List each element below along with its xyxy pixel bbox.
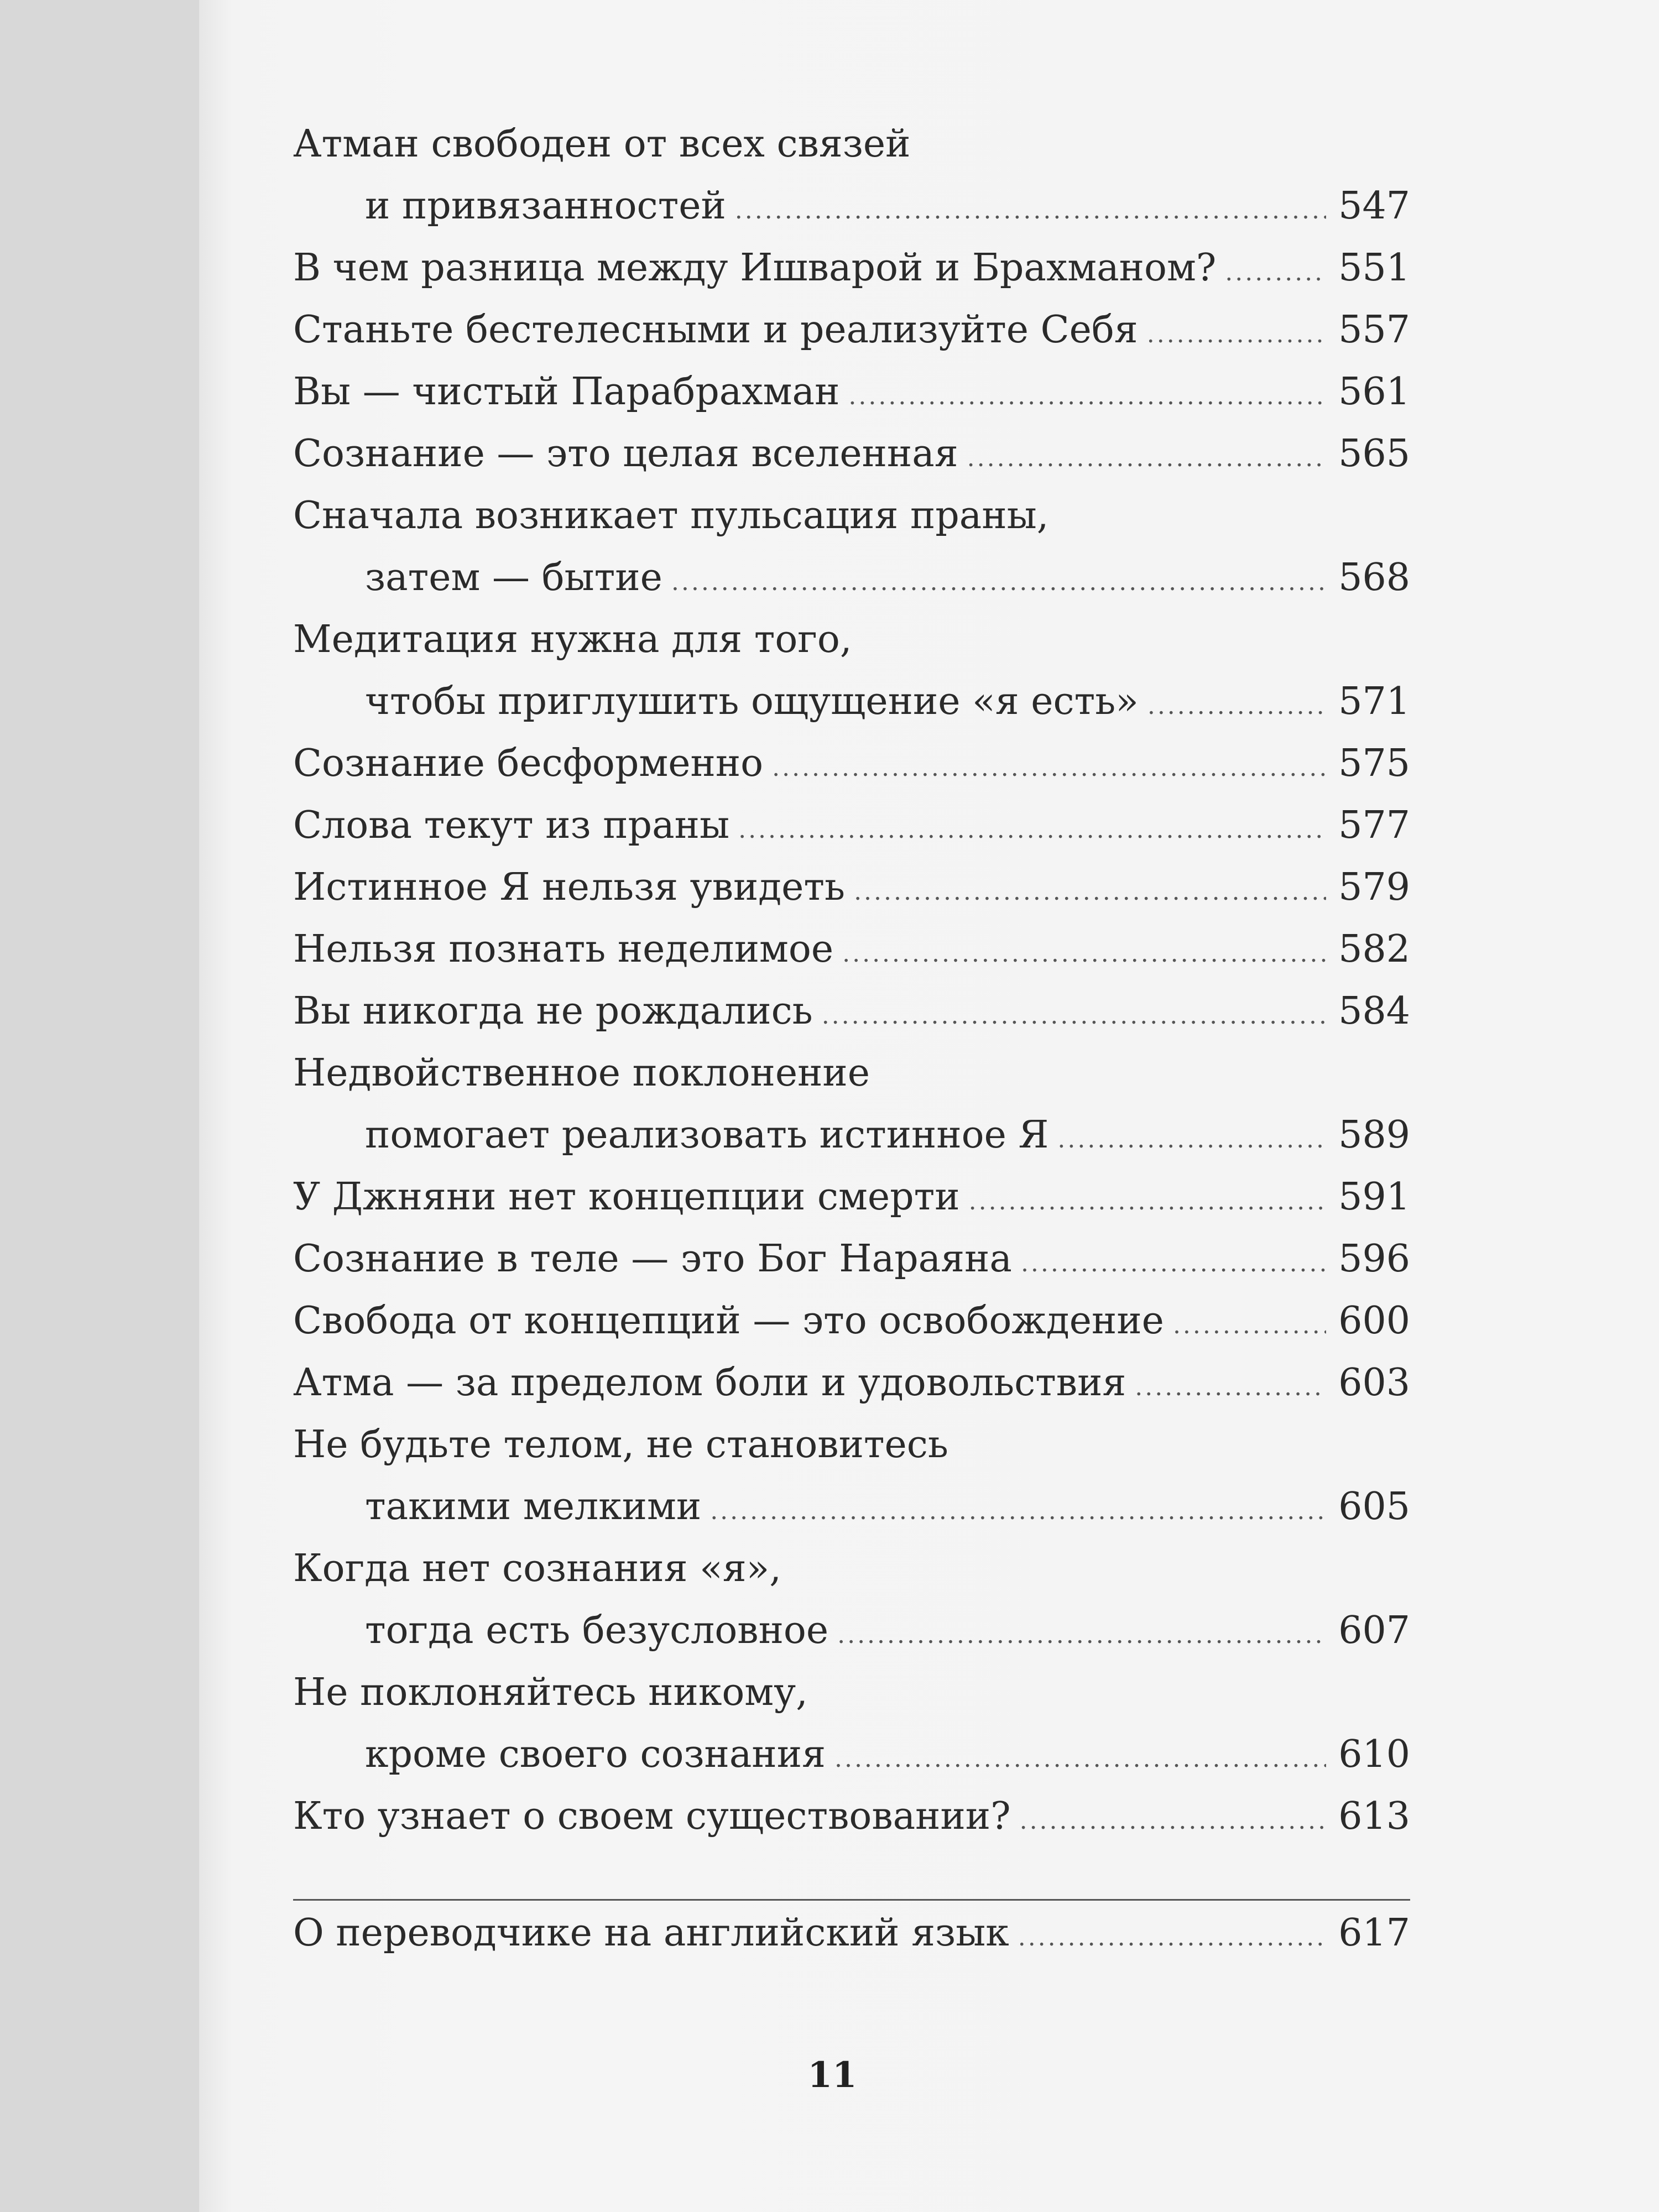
dot-leader <box>1021 1228 1326 1295</box>
toc-entry <box>293 237 1410 299</box>
toc-entry-line <box>293 113 1410 175</box>
toc-entry <box>293 1414 1410 1538</box>
toc-entry-page: 568 <box>1338 556 1410 599</box>
toc-entry-title: Не будьте телом, не становитесь <box>293 1423 948 1467</box>
separator-rule <box>293 1899 1410 1901</box>
dot-leader <box>848 361 1326 427</box>
dot-leader <box>1135 1352 1326 1418</box>
toc-entry-line <box>293 1042 1410 1104</box>
toc-entry <box>293 299 1410 361</box>
toc-entry-line <box>293 1600 1410 1662</box>
toc-entry <box>293 423 1410 485</box>
toc-entry-title: помогает реализовать истинное Я <box>365 1113 1049 1157</box>
toc-entry-line <box>293 423 1410 485</box>
toc-entry-line <box>293 1290 1410 1352</box>
toc-entry-line <box>293 1352 1410 1414</box>
toc-entry-line <box>293 1662 1410 1724</box>
toc-entry-page: 547 <box>1338 184 1410 228</box>
toc-entry-title: Свобода от концепций — это освобождение <box>293 1299 1164 1343</box>
toc-entry-line <box>293 547 1410 609</box>
toc-entry-title: Станьте бестелесными и реализуйте Себя <box>293 308 1138 352</box>
toc-entry <box>293 733 1410 795</box>
dot-leader <box>735 175 1326 242</box>
toc-entry <box>293 1662 1410 1786</box>
dot-leader <box>967 423 1326 489</box>
toc-entry-title: Сознание — это целая вселенная <box>293 432 958 476</box>
toc-entry-line <box>293 175 1410 237</box>
dot-leader <box>1173 1290 1326 1357</box>
toc-entry-page: 617 <box>1338 1911 1410 1955</box>
toc-entry <box>293 485 1410 609</box>
toc-entry-page: 575 <box>1338 742 1410 785</box>
toc-entry-line <box>293 1228 1410 1290</box>
toc-entry-page: 600 <box>1338 1299 1410 1343</box>
toc-entry <box>293 1042 1410 1166</box>
toc-entry <box>293 919 1410 980</box>
toc-entry <box>293 1228 1410 1290</box>
toc-entry-title: Сначала возникает пульсация праны, <box>293 494 1049 538</box>
toc-entry-page: 596 <box>1338 1237 1410 1281</box>
toc-entry-title: В чем разница между Ишварой и Брахманом? <box>293 246 1217 290</box>
toc-entry-page: 565 <box>1338 432 1410 476</box>
toc-entry-title: Вы — чистый Парабрахман <box>293 370 840 414</box>
toc-entry-page: 582 <box>1338 927 1410 971</box>
table-of-contents <box>293 113 1410 1848</box>
toc-entry-page: 591 <box>1338 1175 1410 1219</box>
toc-entry-line <box>293 237 1410 299</box>
toc-entry-page: 571 <box>1338 680 1410 723</box>
toc-entry-title: У Джняни нет концепции смерти <box>293 1175 960 1219</box>
toc-entry <box>293 1352 1410 1414</box>
toc-entry-title: Недвойственное поклонение <box>293 1051 870 1095</box>
toc-entry <box>293 1786 1410 1848</box>
toc-entry-title: Сознание бесформенно <box>293 742 764 785</box>
dot-leader <box>842 919 1326 985</box>
toc-final-entry <box>293 1902 1410 1964</box>
dot-leader <box>738 795 1326 861</box>
dot-leader <box>837 1600 1326 1666</box>
dot-leader <box>671 547 1326 613</box>
toc-entry-title: Сознание в теле — это Бог Нараяна <box>293 1237 1012 1281</box>
toc-entry-title: Медитация нужна для того, <box>293 618 852 661</box>
dot-leader <box>969 1166 1326 1233</box>
toc-entry-line <box>293 609 1410 671</box>
dot-leader <box>1147 671 1326 737</box>
toc-entry-line <box>293 1786 1410 1848</box>
toc-entry-title: Кто узнает о своем существовании? <box>293 1794 1011 1838</box>
toc-entry-line <box>293 1104 1410 1166</box>
toc-entry-title: Атман свободен от всех связей <box>293 122 911 166</box>
page-number: 11 <box>807 2054 857 2096</box>
toc-entry-line <box>293 361 1410 423</box>
toc-entry-line <box>293 671 1410 733</box>
toc-entry <box>293 1538 1410 1662</box>
toc-entry-title: Когда нет сознания «я», <box>293 1547 781 1590</box>
toc-entry-line <box>293 1414 1410 1476</box>
toc-entry-title: такими мелкими <box>365 1485 702 1528</box>
dot-leader <box>772 733 1326 799</box>
toc-entry-title: Не поклоняйтесь никому, <box>293 1671 808 1714</box>
toc-entry-page: 605 <box>1338 1485 1410 1528</box>
dot-leader <box>822 980 1326 1047</box>
toc-entry <box>293 795 1410 857</box>
toc-entry <box>293 609 1410 733</box>
toc-entry-page: 610 <box>1338 1733 1410 1776</box>
toc-entry-line <box>293 1166 1410 1228</box>
toc-entry-title: тогда есть безусловное <box>365 1609 829 1652</box>
toc-entry-page: 613 <box>1338 1794 1410 1838</box>
toc-entry-line <box>293 919 1410 980</box>
toc-entry-line <box>293 795 1410 857</box>
toc-entry-title: затем — бытие <box>365 556 662 599</box>
toc-entry-page: 584 <box>1338 989 1410 1033</box>
toc-entry-title: кроме своего сознания <box>365 1733 826 1776</box>
dot-leader <box>710 1476 1326 1542</box>
toc-entry-line <box>293 1538 1410 1600</box>
toc-entry <box>293 113 1410 237</box>
toc-entry <box>293 1902 1410 1964</box>
toc-entry-title: чтобы приглушить ощущение «я есть» <box>365 680 1139 723</box>
toc-entry <box>293 361 1410 423</box>
toc-entry <box>293 1166 1410 1228</box>
dot-leader <box>1147 299 1326 366</box>
toc-entry-line <box>293 299 1410 361</box>
toc-entry-page: 551 <box>1338 246 1410 290</box>
toc-entry-title: О переводчике на английский язык <box>293 1911 1009 1955</box>
toc-entry-page: 561 <box>1338 370 1410 414</box>
toc-entry-page: 577 <box>1338 804 1410 847</box>
toc-entry-line <box>293 733 1410 795</box>
toc-entry-line <box>293 857 1410 919</box>
toc-entry-page: 603 <box>1338 1361 1410 1405</box>
dot-leader <box>1018 1902 1326 1969</box>
toc-entry-title: Вы никогда не рождались <box>293 989 813 1033</box>
toc-entry-title: Истинное Я нельзя увидеть <box>293 865 846 909</box>
toc-entry <box>293 857 1410 919</box>
toc-entry-line <box>293 980 1410 1042</box>
toc-entry-line <box>293 1902 1410 1964</box>
toc-entry-page: 607 <box>1338 1609 1410 1652</box>
toc-entry-title: Слова текут из праны <box>293 804 730 847</box>
toc-entry-title: Атма — за пределом боли и удовольствия <box>293 1361 1126 1405</box>
dot-leader <box>834 1724 1326 1790</box>
toc-entry-line <box>293 485 1410 547</box>
toc-entry-title: Нельзя познать неделимое <box>293 927 834 971</box>
toc-entry-line <box>293 1476 1410 1538</box>
dot-leader <box>854 857 1326 923</box>
toc-entry-title: и привязанностей <box>365 184 726 228</box>
toc-entry-page: 579 <box>1338 865 1410 909</box>
dot-leader <box>1020 1786 1326 1852</box>
toc-entry-page: 589 <box>1338 1113 1410 1157</box>
toc-entry-page: 557 <box>1338 308 1410 352</box>
dot-leader <box>1225 237 1326 304</box>
toc-entry-line <box>293 1724 1410 1786</box>
toc-entry <box>293 1290 1410 1352</box>
dot-leader <box>1057 1104 1326 1171</box>
toc-entry <box>293 980 1410 1042</box>
